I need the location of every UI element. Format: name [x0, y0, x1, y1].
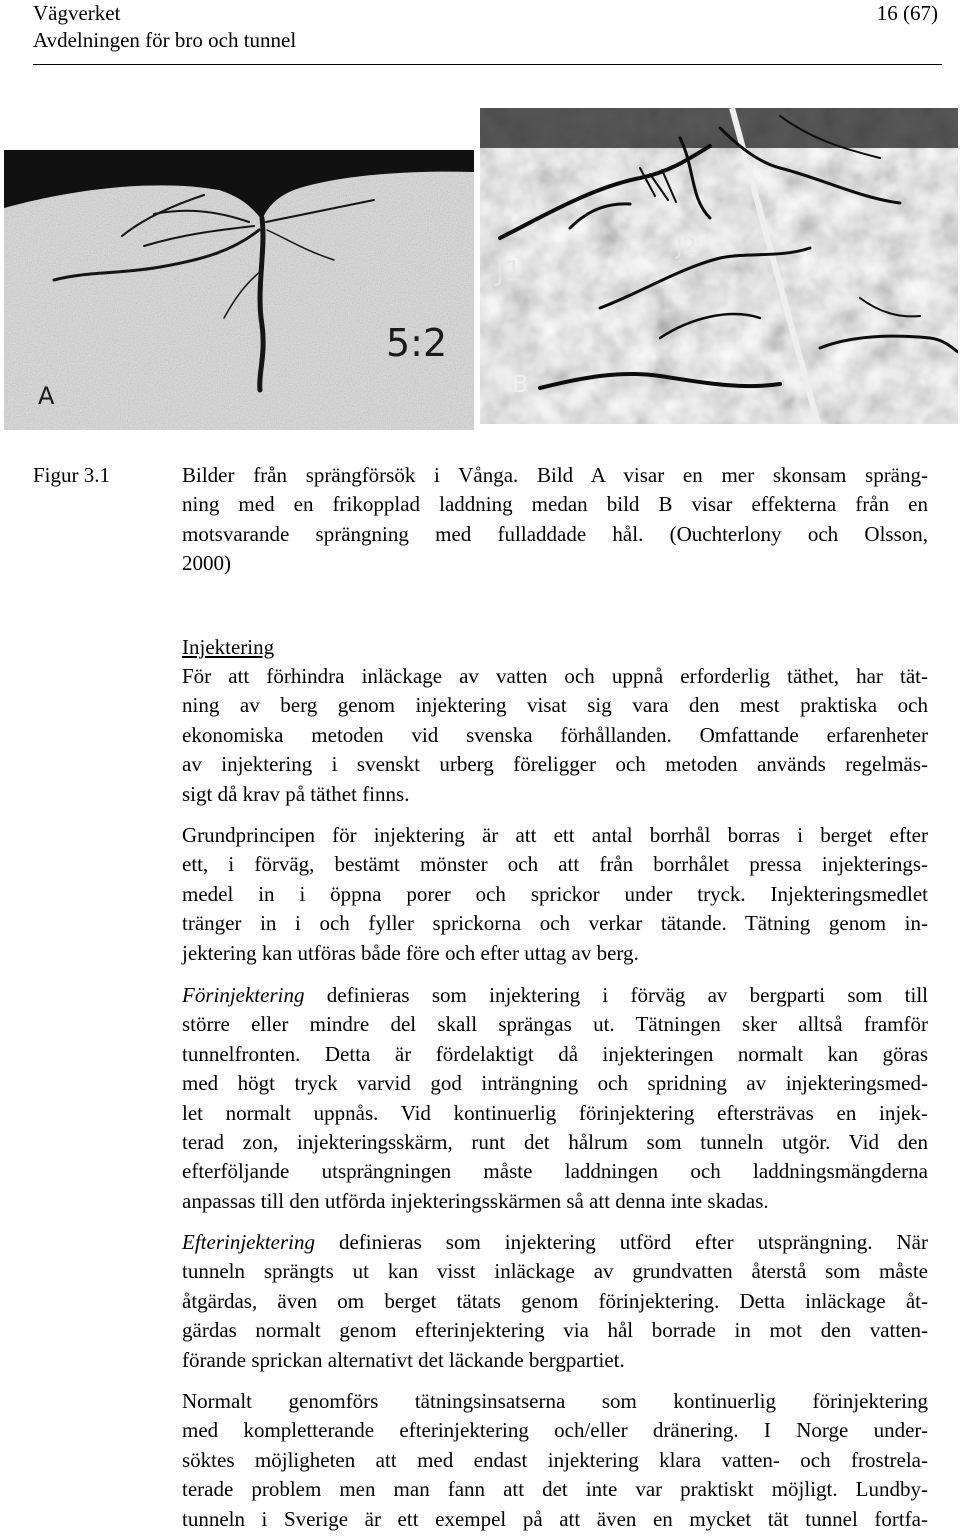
text-line: medel in i öppna porer och sprickor under tryck. Injekteringsmedlet — [182, 881, 928, 906]
header-rule — [33, 64, 942, 65]
text-line: större eller mindre del skall sprängas ut. Tätningen sker alltså framför — [182, 1012, 928, 1037]
text-line: terade problem men man fann att det inte var praktiskt möjligt. Lundby- — [182, 1477, 928, 1502]
page-number: 16 (67) — [876, 1, 938, 25]
photo-b-j2-mark: J2 — [676, 235, 697, 260]
text-line: let normalt uppnås. Vid kontinuerlig förinjektering eftersträvas en injek- — [182, 1100, 928, 1125]
text-line: sigt då krav på täthet finns. — [182, 781, 410, 806]
section-heading: Injektering — [182, 635, 275, 659]
text-line: terad zon, injekteringsskärm, runt det hålrum som tunneln utgör. Vid den — [182, 1130, 928, 1155]
text-line: ning av berg genom injektering visat sig vara den mest praktiska och — [182, 693, 928, 718]
photo-b-j1-mark: J1 — [496, 254, 523, 287]
photo-a-letter-mark: A — [38, 382, 55, 410]
term-efterinjektering: Efterinjektering — [182, 1230, 315, 1254]
caption-line: motsvarande sprängning med fulladdade hål. (Ouchterlony och Olsson, — [182, 521, 928, 546]
figure-photo-a — [4, 150, 474, 430]
paragraph-principle — [182, 821, 928, 968]
caption-line: ning med en frikopplad laddning medan bild B visar effekterna från en — [182, 492, 928, 517]
text-line: tunneln sprängts ut kan visst inläckage av grundvatten återstå som måste — [182, 1259, 928, 1284]
text-line: av injektering i svenskt urberg föreligger och metoden används regelmäs- — [182, 752, 928, 777]
text-line: tränger in i och fyller sprickorna och verkar tätande. Tätning genom in- — [182, 911, 928, 936]
figure-photo-b — [480, 108, 958, 424]
text-line: tunnelfronten. Detta är fördelaktigt då injekteringen normalt kan göras — [182, 1041, 928, 1066]
text-fragment: definieras som injektering i förväg av bergparti som till — [304, 983, 928, 1007]
text-line: gärdas normalt genom efterinjektering via hål borrade in mot den vatten- — [182, 1318, 928, 1343]
text-line: Normalt genomförs tätningsinsatserna som kontinuerlig förinjektering — [182, 1389, 928, 1413]
text-line: Grundprincipen för injektering är att ett antal borrhål borras i berget efter — [182, 823, 928, 847]
text-line: ett, i förväg, bestämt mönster och att från borrhålet pressa injekterings- — [182, 852, 928, 877]
text-line: tunneln i Sverige är ett exempel på att även en mycket tät tunnel fortfa- — [182, 1506, 928, 1531]
paragraph-forinjektering — [182, 981, 928, 1216]
text-line: För att förhindra inläckage av vatten och uppnå erforderlig täthet, har tät- — [182, 664, 928, 688]
header-department: Avdelningen för bro och tunnel — [33, 28, 297, 52]
text-line: jektering kan utföras både före och efter uttag av berg. — [182, 940, 639, 965]
paragraph-intro — [182, 662, 928, 809]
paragraph-efterinjektering — [182, 1228, 928, 1375]
text-fragment: definieras som injektering utförd efter utsprängning. När — [314, 1230, 928, 1254]
figure-label: Figur 3.1 — [33, 463, 111, 487]
text-line: anpassas till den utförda injekteringsskärmen så att denna inte skadas. — [182, 1188, 769, 1213]
text-line — [182, 981, 928, 1010]
text-line: ekonomiska metoden vid svenska förhållanden. Omfattande erfarenheter — [182, 722, 928, 747]
caption-line: Bilder från sprängförsök i Vånga. Bild A visar en mer skonsam spräng- — [182, 463, 928, 487]
figure-caption — [182, 461, 928, 579]
text-line — [182, 1228, 928, 1257]
photo-b-letter-mark: B — [512, 370, 529, 398]
text-line: åtgärdas, även om berget tätats genom förinjektering. Detta inläckage åt- — [182, 1288, 928, 1313]
paragraph-normal-practice — [182, 1387, 928, 1534]
caption-line: 2000) — [182, 551, 231, 576]
text-line: förande sprickan alternativt det läckande bergpartiet. — [182, 1347, 625, 1372]
text-line: söktes möjligheten att med endast injektering klara vatten- och frostrela- — [182, 1447, 928, 1472]
term-forinjektering: Förinjektering — [182, 983, 305, 1007]
header-organization: Vägverket — [33, 1, 121, 25]
text-line: med kompletterande efterinjektering och/eller dränering. I Norge under- — [182, 1418, 928, 1443]
photo-a-number-mark: 5:2 — [386, 321, 448, 365]
text-line: efterföljande utsprängningen måste laddningen och laddningsmängderna — [182, 1159, 928, 1184]
text-line: med högt tryck varvid god inträngning och spridning av injekteringsmed- — [182, 1071, 928, 1096]
